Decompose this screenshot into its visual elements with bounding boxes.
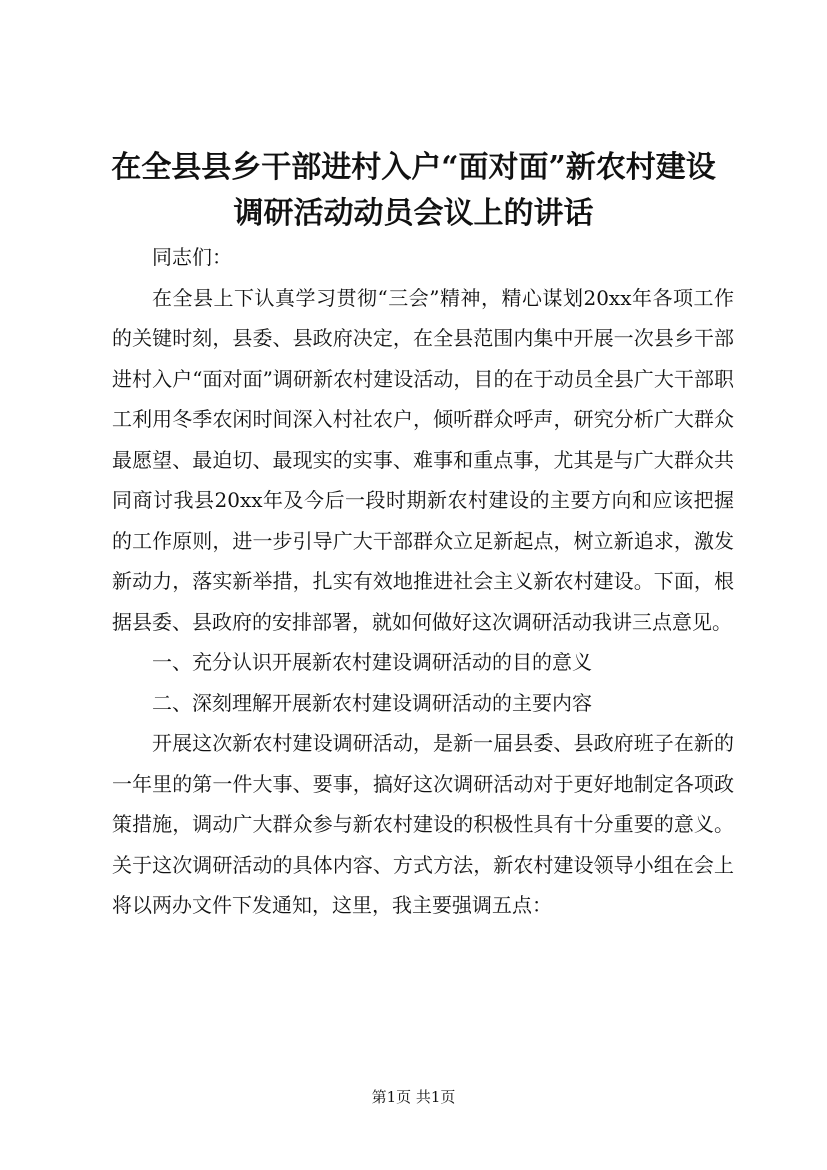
section-heading: 一、充分认识开展新农村建设调研活动的目的意义: [152, 650, 592, 674]
document-title: 在全县县乡干部进村入户“面对面”新农村建设调研活动动员会议上的讲话: [111, 150, 716, 231]
document-body: [112, 237, 734, 926]
body-paragraph: 开展这次新农村建设调研活动，是新一届县委、县政府班子在新的一年里的第一件大事、要事，搞好这次调研活动对于更好地制定各项政策措施，调动广大群众参与新农村建设的积极性具有十分重要的意义。关于这次调研活动的具体内容、方式方法，新农村建设领导小组在会上将以两办文件下发通知，这里，我主要强调五点：: [112, 731, 734, 917]
section-heading: 二、深刻理解开展新农村建设调研活动的主要内容: [152, 690, 592, 715]
page-footer: 第1页 共1页: [371, 1088, 456, 1106]
salutation: 同志们：: [152, 245, 232, 269]
body-paragraph: 在全县上下认真学习贯彻“三会”精神，精心谋划20xx年各项工作的关键时刻，县委、县政府决定，在全县范围内集中开展一次县乡干部进村入户“面对面”调研新农村建设活动，目的在于动员全县广大干部职工利用冬季农闲时间深入村社农户，倾听群众呼声，研究分析广大群众最愿望、最迫切、最现实的实事、难事和重点事，尤其是与广大群众共同商讨我县20xx年及今后一段时期新农村建设的主要方向和应该把握的工作原则，进一步引导广大干部群众立足新起点，树立新追求，激发新动力，落实新举措，扎实有效地推进社会主义新农村建设。下面，根据县委、县政府的安排部署，就如何做好这次调研活动我讲三点意见。: [112, 285, 734, 634]
